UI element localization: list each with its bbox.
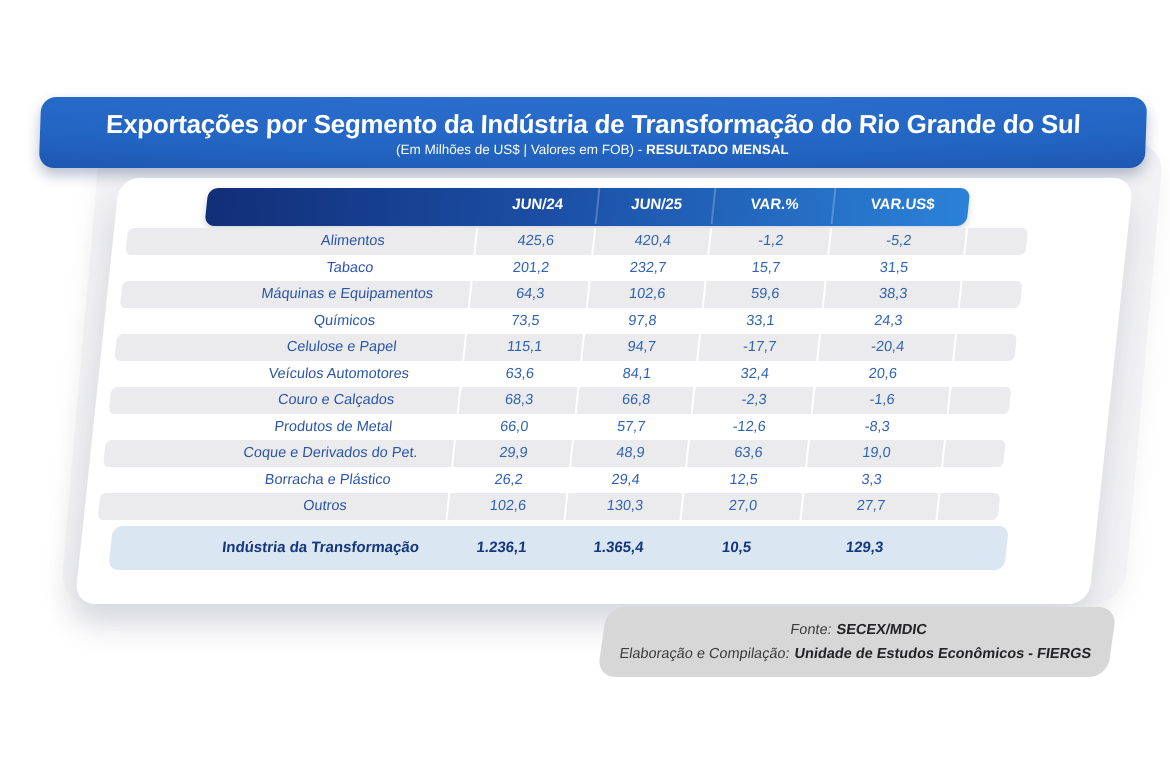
cell-jun24: 68,3 [457,387,580,414]
cell-jun24: 66,0 [499,418,530,435]
source-line [789,618,929,642]
total-jun25: 1.365,4 [592,539,645,556]
column-header-jun24: JUN/24 [511,196,564,213]
cell-var-usd: -20,4 [816,334,957,361]
cell-var-usd: 19,0 [805,440,946,467]
cell-jun25: 102,6 [586,281,707,308]
cell-var-pct: 15,7 [751,259,781,276]
cell-var-pct: 33,1 [745,312,776,329]
cell-jun25: 57,7 [616,418,647,435]
cell-jun25: 97,8 [627,312,658,329]
cell-jun25: 48,9 [569,440,690,467]
elaboration-line [618,642,1093,666]
cell-var-usd: 31,5 [879,259,909,276]
subtitle-result-type: RESULTADO MENSAL [645,141,790,157]
source-note [597,607,1117,677]
page-title: Exportações por Segmento da Indústria de Transformação do Rio Grande do Sul [105,108,1082,139]
cell-jun24: 115,1 [462,334,585,361]
row-label: Tabaco [325,259,375,276]
cell-var-usd: -5,2 [827,228,968,255]
cell-var-pct: 12,5 [728,471,759,488]
cell-var-usd: 38,3 [822,281,963,308]
table-row [103,440,1006,467]
cell-jun25: 84,1 [621,365,652,382]
cell-jun25: 29,4 [610,471,641,488]
cell-jun24: 102,6 [446,493,569,520]
column-header-var-pct: VAR.% [711,186,837,224]
row-label: Alimentos [320,233,386,249]
total-row [92,526,997,570]
cell-var-pct: 32,4 [739,365,770,382]
cell-var-usd: 3,3 [860,471,883,488]
table-row [123,255,1026,282]
source-value: SECEX/MDIC [835,622,928,638]
subtitle-units: (Em Milhões de US$ | Valores em FOB) - [395,141,643,157]
row-label: Outros [302,498,348,514]
cell-var-pct: -1,2 [707,228,832,255]
cell-var-pct: -12,6 [731,418,767,435]
cell-var-pct: 27,0 [680,493,805,520]
exports-table [91,186,1082,578]
table-row [114,334,1017,361]
cell-var-pct: -17,7 [696,334,821,361]
row-label: Máquinas e Equipamentos [260,286,434,302]
cell-var-pct: -2,3 [691,387,816,414]
cell-jun25: 94,7 [580,334,701,361]
elaboration-label: Elaboração e Compilação: [618,646,791,662]
table-row [125,228,1028,255]
cell-jun24: 73,5 [510,312,541,329]
table-row [120,281,1023,308]
row-label: Químicos [312,312,376,329]
source-label: Fonte: [789,622,833,638]
row-label: Produtos de Metal [273,418,394,435]
cell-jun24: 26,2 [493,471,524,488]
total-label: Indústria da Transformação [221,539,420,556]
cell-var-usd: -8,3 [863,418,891,435]
cell-var-usd: -1,6 [811,387,952,414]
column-header-var-usd: VAR.US$ [831,186,973,224]
row-label: Couro e Calçados [277,392,395,408]
cell-var-usd: 24,3 [873,312,904,329]
table-row [106,414,1009,441]
table-row [117,308,1020,335]
row-label: Celulose e Papel [286,339,398,355]
cell-jun24: 64,3 [468,281,591,308]
cell-var-usd: 27,7 [800,493,941,520]
cell-jun25: 130,3 [564,493,685,520]
cell-var-pct: 63,6 [685,440,810,467]
page-subtitle [396,142,789,157]
table-body [98,228,1029,520]
total-var-pct: 10,5 [721,539,753,556]
cell-jun24: 425,6 [473,228,596,255]
cell-jun25: 232,7 [629,259,668,276]
row-label: Veículos Automotores [267,365,410,382]
cell-jun24: 63,6 [504,365,535,382]
cell-jun24: 201,2 [512,259,551,276]
total-jun24: 1.236,1 [475,539,528,556]
row-label: Coque e Derivados do Pet. [242,445,419,461]
row-label: Borracha e Plástico [264,471,392,488]
title-banner [39,97,1147,168]
table-row [111,361,1014,388]
elaboration-value: Unidade de Estudos Econômicos - FIERGS [793,646,1093,662]
cell-jun25: 420,4 [591,228,712,255]
table-row [100,467,1003,494]
total-var-usd: 129,3 [844,539,885,556]
cell-var-pct: 59,6 [702,281,827,308]
table-row [98,493,1001,520]
cell-jun25: 66,8 [575,387,696,414]
cell-jun24: 29,9 [451,440,574,467]
column-header-jun25: JUN/25 [595,186,717,224]
cell-var-usd: 20,6 [867,365,898,382]
table-row [109,387,1012,414]
